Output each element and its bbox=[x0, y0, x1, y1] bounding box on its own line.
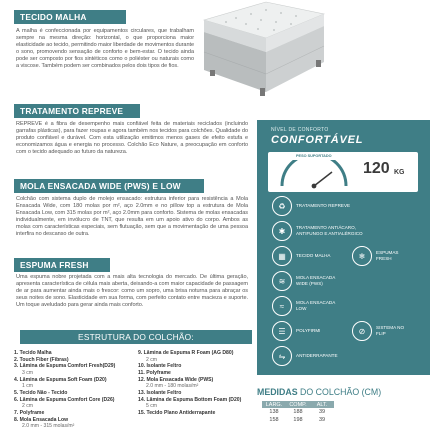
section-title-tratamento-repreve: TRATAMENTO REPREVE bbox=[14, 104, 140, 118]
list-item: 6. Lâmina de Espuma Comfort Core (D26) bbox=[14, 396, 115, 403]
feature-repreve bbox=[272, 196, 350, 216]
mite-icon: ✱ bbox=[272, 221, 292, 241]
weight-value: 120 bbox=[363, 160, 390, 177]
feature-label: TRATAMENTO REPREVE bbox=[296, 203, 351, 208]
list-item-value: 3 cm bbox=[22, 369, 34, 376]
no-flip-icon: ⊘ bbox=[352, 321, 372, 341]
foam-icon: ❄ bbox=[352, 246, 372, 266]
measures-table bbox=[262, 401, 334, 424]
table-cell: 39 bbox=[318, 409, 326, 415]
list-item: 9. Lâmina de Espuma R Foam (AG D80) bbox=[138, 350, 234, 356]
list-item-value: 2 cm bbox=[22, 403, 34, 410]
feature-mola-wide bbox=[272, 271, 344, 291]
list-item: 13. Isolante Feltro bbox=[138, 389, 182, 396]
list-item: 7. Polyframe bbox=[14, 409, 45, 416]
feature-no-flip bbox=[352, 321, 408, 341]
list-item-value: 2 cm bbox=[146, 356, 158, 363]
list-item: 5. Tecido Não - Tecido bbox=[14, 389, 68, 396]
list-item-value: 1 cm bbox=[22, 383, 34, 390]
section-text-espuma-fresh: Uma espuma nobre projetada com a mais alta tecnologia do mercado. De última geração, apresenta característica de célula mais aberta, deixando-a com maior capacidade de passagem de ar para aumentar ainda mais o frescor: como um sopro, uma brisa noturna para abraçar os seus noites de sono. Elasticidade em sua forma, com perfeito contato entre macieza e suporte. Um toque aveludado para gerar ainda mais conforto. bbox=[16, 274, 248, 308]
list-item: 8. Mola Ensacada Low bbox=[14, 416, 69, 423]
feature-antiacaro bbox=[272, 221, 372, 241]
feature-label: MOLA ENSACADA LOW bbox=[296, 300, 336, 311]
list-item: 14. Lâmina de Espuma Bottom Foam (D20) bbox=[138, 396, 242, 403]
list-item: 10. Isolante Feltro bbox=[138, 363, 182, 370]
measures-title-rest: DO COLCHÃO (CM) bbox=[300, 387, 382, 397]
structure-list-right bbox=[138, 350, 241, 417]
feature-label: ANTIDERRAPANTE bbox=[296, 353, 338, 358]
section-title-espuma-fresh: ESPUMA FRESH bbox=[14, 258, 110, 272]
list-item-value: 2.0 mm - 180 molas/m² bbox=[146, 383, 199, 390]
measures-title bbox=[257, 387, 381, 397]
mattress-photo bbox=[196, 0, 326, 100]
weight-unit: KG bbox=[394, 169, 405, 176]
list-item: 12. Mola Ensacada Wide (PWS) bbox=[138, 376, 214, 383]
measure-header-width: LARG. bbox=[262, 401, 286, 408]
structure-list-left bbox=[14, 350, 115, 430]
measures-header-row bbox=[262, 401, 334, 408]
list-item-value: 5 cm bbox=[146, 403, 158, 410]
comfort-level-label: NÍVEL DE CONFORTO bbox=[271, 127, 329, 133]
anti-slip-icon: ⇋ bbox=[272, 346, 292, 366]
recycle-icon: ♻ bbox=[272, 196, 292, 216]
table-cell: 198 bbox=[293, 417, 303, 423]
measure-header-length: COMP. bbox=[286, 401, 310, 408]
feature-tecido-malha bbox=[272, 246, 330, 266]
section-text-tecido-malha: A malha é confeccionada por equipamentos circulares, que trabalham sempre na mesma direção: horizontal, o que proporciona maior elasticidade ao tecido, permitindo maior liberdade de movimentos durante o sono, promovendo sensação de conforto e bem-estar. O tecido ainda pode ser composto por fios sintéticos como o poliéster ou naturais como a viscose. Também podem ser combinados pelos dois tipos de fios. bbox=[16, 28, 195, 69]
spring-icon: ≋ bbox=[272, 271, 292, 291]
feature-label: MOLA ENSACADA WIDE (PWS) bbox=[296, 275, 336, 286]
list-item: 3. Lâmina de Espuma Comfort Fresh(D29) bbox=[14, 363, 116, 370]
list-item: 4. Lâmina de Espuma Soft Foam (D20) bbox=[14, 376, 107, 383]
table-cell: 39 bbox=[318, 417, 326, 423]
comfort-level-name: CONFORTÁVEL bbox=[271, 134, 364, 146]
feature-mola-low bbox=[272, 296, 336, 316]
feature-espuma-fresh bbox=[352, 246, 406, 266]
feature-label: SISTEMA NO FLIP bbox=[376, 325, 405, 336]
feature-label: TRATAMENTO ANTIÁCARO, ANTIFUNGO E ANTIALÉRGICO bbox=[296, 225, 363, 236]
comfort-scale-icon bbox=[274, 160, 354, 190]
table-row bbox=[262, 408, 334, 416]
table-cell: 188 bbox=[293, 409, 303, 415]
section-title-tecido-malha: TECIDO MALHA bbox=[14, 10, 126, 24]
feature-polyfirmi bbox=[272, 321, 320, 341]
measure-header-height: ALT. bbox=[310, 401, 334, 408]
table-cell: 158 bbox=[269, 417, 279, 423]
weight-caption: PESO SUPORTADO bbox=[296, 154, 332, 158]
table-row bbox=[262, 416, 334, 424]
feature-antiderrapante bbox=[272, 346, 338, 366]
list-item: 2. Touch Fiber (Fibras) bbox=[14, 356, 69, 363]
section-title-mola-ensacada: MOLA ENSACADA WIDE (PWS) E LOW bbox=[14, 179, 204, 193]
measures-title-bold: MEDIDAS bbox=[257, 387, 298, 397]
list-item: 15. Tecido Plano Antiderrapante bbox=[138, 409, 216, 416]
list-item: 11. Polyframe bbox=[138, 369, 171, 376]
section-text-mola-ensacada: Colchão com sistema duplo de molejo ensacado: estrutura inferior para resistência a Mola Ensacada Wide, com 180 molas por m², aço 2.0mm e no pillow top a estrutura de Mola Ensacada Low, com 315 molas por m², aço 2.0mm para conforto. Sistema de molas ensacadas individualmente, em invólucro de TNT, que resulta em um apoio ativo do corpo. Ambos as molas com características especiais, sem flutuação, sem que a movimentação de uma pessoa interfira no descanso de outra. bbox=[16, 196, 248, 237]
structure-title: ESTRUTURA DO COLCHÃO: bbox=[20, 330, 252, 344]
feature-label: POLYFIRMI bbox=[296, 328, 321, 333]
fabric-icon: ▦ bbox=[272, 246, 292, 266]
feature-label: TECIDO MALHA bbox=[296, 253, 331, 258]
table-cell: 138 bbox=[269, 409, 279, 415]
spring-low-icon: ≈ bbox=[272, 296, 292, 316]
section-text-tratamento-repreve: REPREVE é a fibra de desempenho mais confiável feita de materiais reciclados (incluindo garrafas plásticas), para fazer roupas e agora também nos tecidos para colchões. Qualidade do produto confiável e durável. Com esta utilização emitimos menos gases de efeito estufa e economizamos água e energia no processo. Colchão Eco Nature, a preocupação em conforto com o tecido adequado ao futuro da natureza. bbox=[16, 121, 248, 155]
list-item-value: 2.0 mm - 315 molas/m² bbox=[22, 423, 75, 430]
feature-label: ESPUMAS FRESH bbox=[376, 250, 399, 261]
list-item: 1. Tecido Malha bbox=[14, 350, 52, 356]
layers-icon: ☰ bbox=[272, 321, 292, 341]
